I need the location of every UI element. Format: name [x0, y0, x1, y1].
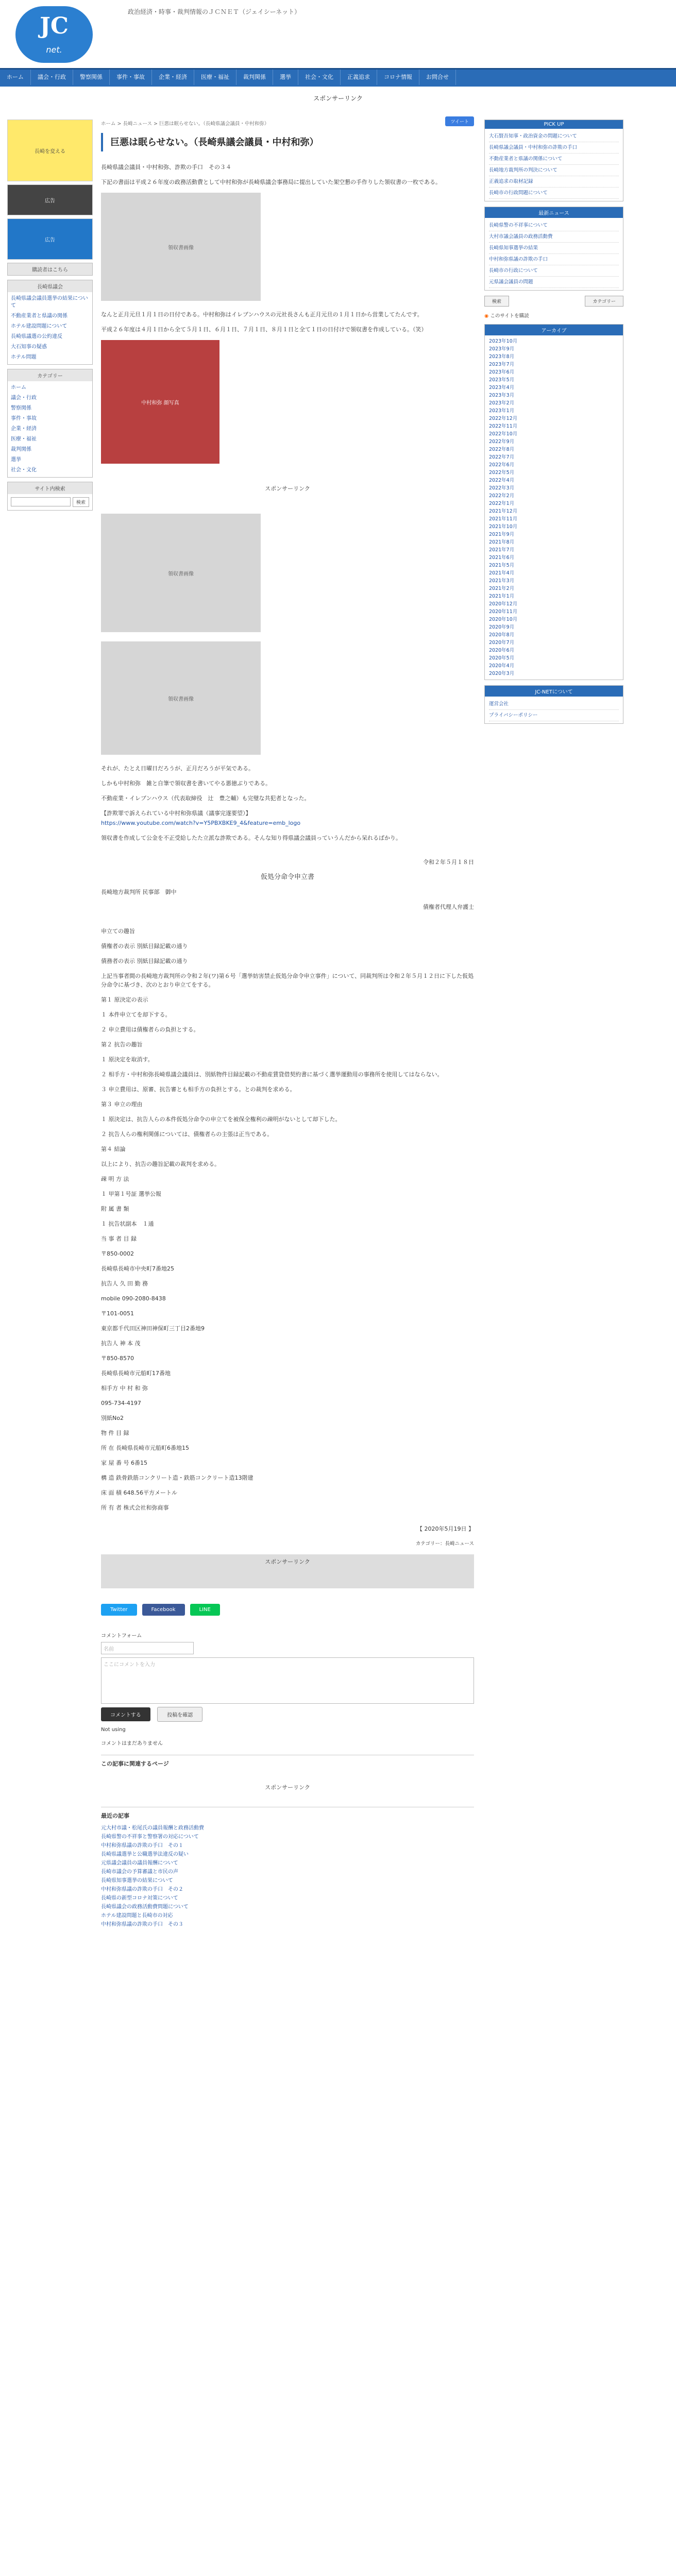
- doc-paragraph: ２ 申立費用は債権者らの負担とする。: [101, 1026, 199, 1033]
- share-button[interactable]: ツイート: [445, 116, 474, 126]
- doc-paragraph: 別紙No2: [101, 1415, 124, 1421]
- archive-link[interactable]: 2022年8月: [489, 447, 515, 452]
- doc-paragraph: 債権者の表示 別紙目録記載の通り: [101, 943, 188, 950]
- doc-heading: 仮処分命令申立書: [260, 873, 314, 881]
- entry-link[interactable]: 長崎県の新型コロナ対策について: [101, 1895, 178, 1901]
- archive-link[interactable]: 2023年2月: [489, 400, 515, 406]
- sidebar-link[interactable]: 社会・文化: [11, 467, 37, 473]
- entry-link[interactable]: 中村和弥県議の詐欺の手口 その３: [101, 1922, 183, 1927]
- doc-paragraph: 長崎県長崎市中央町7番地25: [101, 1265, 174, 1272]
- paragraph: それが、たとえ日曜日だろうが、正月だろうが平気である。: [101, 765, 254, 772]
- doc-paragraph: １ 抗告状副本 １通: [101, 1221, 154, 1227]
- news-link[interactable]: 長崎県知事選挙の結果: [489, 243, 619, 254]
- left-box-category: カテゴリー ホーム 議会・行政 警察関係 事件・事故 企業・経済 医療・福祉 裁判関係 選挙 社会・文化: [7, 369, 93, 478]
- doc-paragraph: 附 属 書 類: [101, 1206, 129, 1212]
- entry-link[interactable]: ホテル建設問題と長崎市の対応: [101, 1913, 173, 1919]
- archive-link[interactable]: 2023年10月: [489, 338, 518, 344]
- archive-link[interactable]: 2020年10月: [489, 617, 518, 622]
- receipt-image: 領収書画像: [101, 514, 261, 632]
- sidebar-link[interactable]: 警察関係: [11, 405, 31, 411]
- doc-paragraph: 申立ての趣旨: [101, 928, 135, 935]
- doc-paragraph: 第２ 抗告の趣旨: [101, 1041, 143, 1048]
- archive-link[interactable]: 2022年12月: [489, 416, 518, 421]
- archive-link[interactable]: 2021年2月: [489, 586, 515, 591]
- entry-link[interactable]: 長崎県議会の政務活動費問題について: [101, 1904, 189, 1910]
- archive-link[interactable]: 2020年3月: [489, 671, 515, 676]
- ad-banner[interactable]: 広告: [7, 218, 93, 260]
- archive-link[interactable]: 2023年6月: [489, 369, 515, 375]
- archive-link[interactable]: 2022年11月: [489, 423, 518, 429]
- doc-paragraph: 第４ 結論: [101, 1146, 126, 1153]
- search-button[interactable]: 検索: [484, 296, 509, 307]
- archive-link[interactable]: 2021年11月: [489, 516, 518, 522]
- archive-link[interactable]: 2020年4月: [489, 663, 515, 669]
- nav-item[interactable]: ホーム: [0, 70, 31, 85]
- archive-link[interactable]: 2020年12月: [489, 601, 518, 607]
- archive-link[interactable]: 2023年5月: [489, 377, 515, 383]
- search-input[interactable]: [11, 497, 71, 506]
- archive-link[interactable]: 2021年8月: [489, 539, 515, 545]
- sponsor-link-label: スポンサーリンク: [313, 95, 363, 102]
- nav-item[interactable]: コロナ情報: [377, 70, 419, 85]
- archive-link[interactable]: 2022年3月: [489, 485, 515, 491]
- rss-icon: ◉: [484, 313, 489, 319]
- search-button[interactable]: 検索: [73, 497, 89, 507]
- portrait-image: 中村和弥 顔写真: [101, 340, 219, 464]
- news-link[interactable]: 元県議会議員の問題: [489, 277, 619, 288]
- entry-link[interactable]: 元大村市議・松尾氏の議員報酬と政務活動費: [101, 1825, 204, 1831]
- doc-applicants: 債権者代理人弁護士: [423, 904, 474, 910]
- paragraph: 領収書を作成して公金を不正受給したた立派な詐欺である。そんな知り得県議会議員っていうんだから呆れるばかり。: [101, 835, 401, 841]
- archive-link[interactable]: 2021年5月: [489, 563, 515, 568]
- nav-item[interactable]: 警察関係: [73, 70, 110, 85]
- share-buttons: [101, 1604, 474, 1616]
- archive-link[interactable]: 2021年3月: [489, 578, 515, 584]
- sidebar-link[interactable]: 医療・福祉: [11, 436, 37, 442]
- archive-link[interactable]: 2023年8月: [489, 354, 515, 360]
- archive-link[interactable]: 2023年7月: [489, 362, 515, 367]
- entry-link[interactable]: 長崎県知事選挙の結果について: [101, 1878, 173, 1884]
- comment-note: コメントはまだありません: [101, 1741, 163, 1747]
- left-sidebar: [7, 120, 93, 515]
- entry-link[interactable]: 中村和弥県議の詐欺の手口 その１: [101, 1843, 183, 1849]
- news-link[interactable]: 中村和弥県議の詐欺の手口: [489, 254, 619, 265]
- related-section: この記事に関連するページ: [101, 1755, 474, 1768]
- sidebar-link[interactable]: ホーム: [11, 385, 26, 391]
- comment-textarea[interactable]: ここにコメントを入力: [101, 1657, 474, 1704]
- breadcrumb: ホーム > 長崎ニュース > 巨悪は眠らせない。（長崎県議会議員・中村和弥） ツイート: [101, 120, 474, 127]
- nav-item[interactable]: 事件・事故: [110, 70, 152, 85]
- archive-link[interactable]: 2021年4月: [489, 570, 515, 576]
- news-box: 最新ニュース 長崎県警の不祥事について 大村市議会議員の政務活動費 長崎県知事選挙の結果 中村和弥県議の詐欺の手口 長崎市の行政について 元県議会議員の問題: [484, 207, 623, 291]
- paragraph: 【詐欺罪で訴えられている中村和弥県議（議事完遂要望）】: [101, 810, 251, 817]
- doc-paragraph: １ 甲第１号証 選挙公報: [101, 1191, 161, 1197]
- archive-link[interactable]: 2022年5月: [489, 470, 515, 476]
- doc-paragraph: 第１ 原決定の表示: [101, 996, 148, 1003]
- sidebar-link[interactable]: 大石知事の疑惑: [11, 344, 47, 350]
- doc-paragraph: 構 造 鉄骨鉄筋コンクリート造・鉄筋コンクリート造13階建: [101, 1475, 254, 1481]
- doc-paragraph: 第３ 申立の理由: [101, 1101, 143, 1108]
- about-link[interactable]: 運営会社: [489, 699, 619, 710]
- doc-paragraph: 抗告人 神 本 茂: [101, 1340, 141, 1347]
- archive-box: アーカイブ 2023年10月 2023年9月 2023年8月 2023年7月 2023年6月 2023年5月 2023年4月 2023年3月 2023年2月 2023年1月 2022年12月 2022年11月 2022年10月 2022年9月 2022年8月 2022年7月 2022年6月 2022年5月 2022年4月 2022年3月 2022年2月 2022年1月 2021年12月 2021年11月 2021年10月 2021年9月 2021年8月 2021年7月 2021年6月 2021年5月 2021年4月 2021年3月 2021年2月 2021年1月 2020年12月 2020年11月 2020年10月 2020年9月 2020年8月 2020年7月 2020年6月 2020年5月 2020年4月 2020年3月: [484, 324, 623, 680]
- sidebar-link[interactable]: 事件・事故: [11, 416, 37, 421]
- archive-link[interactable]: 2023年3月: [489, 393, 515, 398]
- archive-link[interactable]: 2022年2月: [489, 493, 515, 499]
- preview-button[interactable]: 投稿を確認: [157, 1707, 202, 1722]
- entry-link[interactable]: 元県議会議員の議員報酬について: [101, 1860, 178, 1866]
- doc-paragraph: 東京都千代田区神田神保町三丁目2番地9: [101, 1325, 205, 1332]
- doc-paragraph: 〒850-8570: [101, 1355, 134, 1362]
- pickup-link[interactable]: 長崎市の行政問題について: [489, 188, 619, 199]
- sidebar-link[interactable]: ホテル問題: [11, 354, 37, 360]
- doc-paragraph: １ 原決定を取消す。: [101, 1056, 154, 1063]
- doc-paragraph: 095-734-4197: [101, 1400, 141, 1406]
- entry-link[interactable]: 長崎県議選挙と公職選挙法違反の疑い: [101, 1852, 189, 1857]
- ad-banner[interactable]: 広告: [7, 184, 93, 215]
- paragraph: なんと正月元旦１月１日の日付である。中村和弥はイレブンハウスの元社長さんも正月元旦の１月１日から営業してたんです。: [101, 311, 423, 318]
- archive-link[interactable]: 2020年11月: [489, 609, 518, 615]
- entry-link[interactable]: 長崎市議会の予算審議と市民の声: [101, 1869, 178, 1875]
- archive-link[interactable]: 2022年6月: [489, 462, 515, 468]
- category-button[interactable]: カテゴリー: [585, 296, 623, 307]
- post-date: 【 2020年5月19日 】: [417, 1526, 474, 1532]
- share-facebook-button[interactable]: Facebook: [142, 1604, 185, 1616]
- site-logo[interactable]: JC net.: [15, 6, 93, 63]
- doc-paragraph: 長崎県長崎市元船町17番地: [101, 1370, 171, 1377]
- sponsor-link-label: スポンサーリンク: [265, 485, 310, 492]
- pickup-box: PICK UP 大石賢吾知事・政治資金の問題について 長崎県議会議員・中村和弥の詐欺の手口 不動産業者と県議の関係について 長崎地方裁判所の判決について 正義追求の取材記録 長崎市の行政問題について: [484, 120, 623, 201]
- archive-link[interactable]: 2021年10月: [489, 524, 518, 530]
- nav-item[interactable]: 医療・福祉: [194, 70, 236, 85]
- nav-item[interactable]: 選挙: [273, 70, 298, 85]
- comment-form: コメントフォーム 名前 ここにコメントを入力 コメントする 投稿を確認 Not using コメントはまだありません: [101, 1631, 474, 1747]
- doc-paragraph: 物 件 目 録: [101, 1430, 129, 1436]
- doc-paragraph: 以上により、抗告の趣旨記載の裁判を求める。: [101, 1161, 220, 1167]
- sidebar-link[interactable]: 長崎県議会議員選挙の結果について: [11, 296, 88, 309]
- archive-link[interactable]: 2021年1月: [489, 594, 515, 599]
- site-header: [0, 0, 676, 68]
- doc-paragraph: 当 事 者 目 録: [101, 1235, 137, 1242]
- paragraph: 長崎県議会議員・中村和弥、詐欺の手口 その３４: [101, 164, 231, 171]
- sponsor-block: スポンサーリンク: [101, 1554, 474, 1588]
- sidebar-link[interactable]: ホテル建設問題について: [11, 324, 67, 329]
- nav-item[interactable]: 議会・行政: [31, 70, 73, 85]
- about-box: JC-NETについて 運営会社 プライバシーポリシー: [484, 685, 623, 724]
- sidebar-link[interactable]: 選挙: [11, 457, 21, 463]
- archive-link[interactable]: 2020年7月: [489, 640, 515, 646]
- doc-paragraph: 〒101-0051: [101, 1310, 134, 1317]
- news-link[interactable]: 長崎県警の不祥事について: [489, 220, 619, 231]
- doc-paragraph: 上記当事者間の長崎地方裁判所の令和２年(ワ)第６号「選挙妨害禁止仮処分命令申立事件」について、同裁判所は令和２年５月１２日に下した仮処分命令に基づき、次のとおり申立てをする。: [101, 973, 474, 988]
- doc-paragraph: 抗告人 久 田 勤 務: [101, 1280, 148, 1287]
- post-category: カテゴリー：長崎ニュース: [415, 1541, 474, 1547]
- share-line-button[interactable]: LINE: [190, 1604, 220, 1616]
- page-title: 巨悪は眠らせない。（長崎県議会議員・中村和弥）: [101, 133, 474, 151]
- paragraph: しかも中村和弥 雑と自筆で領収書を書いてやる悪徳ぶりである。: [101, 780, 271, 787]
- pickup-link[interactable]: 長崎県議会議員・中村和弥の詐欺の手口: [489, 142, 619, 154]
- subscribe-box: 購読者はこちら: [7, 263, 93, 276]
- paragraph: 平成２６年度は４月１日から全て５月１日、６月１日、７月１日、８月１日と全て１日の日付けで領収書を作成している。（笑）: [101, 326, 427, 333]
- left-box-council: 長崎県議会 長崎県議会議員選挙の結果について 不動産業者と県議の関係 ホテル建設問題について 長崎県議選の公約違反 大石知事の疑惑 ホテル問題: [7, 280, 93, 365]
- archive-link[interactable]: 2021年9月: [489, 532, 515, 537]
- doc-paragraph: １ 本件申立てを却下する。: [101, 1011, 171, 1018]
- archive-link[interactable]: 2020年8月: [489, 632, 515, 638]
- not-using-label: Not using: [101, 1727, 126, 1733]
- paragraph: 下記の書面は平成２６年度の政務活動費として中村和弥が長崎県議会事務局に提出していた架空懇の手作りした領収書の一枚である。: [101, 179, 441, 185]
- doc-paragraph: ２ 相手方・中村和弥長崎県議会議員は、別紙物件目録記載の不動産賃貸借契約書に基づく選挙運動用の事務所を使用してはならない。: [101, 1071, 443, 1078]
- archive-link[interactable]: 2020年9月: [489, 624, 515, 630]
- doc-paragraph: 〒850-0002: [101, 1250, 134, 1257]
- nav-item[interactable]: 社会・文化: [298, 70, 341, 85]
- nav-item[interactable]: 正義追求: [341, 70, 377, 85]
- pickup-link[interactable]: 長崎地方裁判所の判決について: [489, 165, 619, 176]
- doc-paragraph: １ 原決定は、抗告人らの本件仮処分命令の申立てを被保全権利の疎明がないとして却下した。: [101, 1116, 341, 1123]
- nav-item[interactable]: お問合せ: [419, 70, 456, 85]
- archive-link[interactable]: 2023年4月: [489, 385, 515, 391]
- news-link[interactable]: 大村市議会議員の政務活動費: [489, 231, 619, 243]
- sidebar-link[interactable]: 企業・経済: [11, 426, 37, 432]
- nav-item[interactable]: 裁判関係: [236, 70, 273, 85]
- about-link[interactable]: プライバシーポリシー: [489, 710, 619, 721]
- archive-link[interactable]: 2021年7月: [489, 547, 515, 553]
- rss-link[interactable]: ◉ このサイトを購読: [484, 313, 529, 319]
- sponsor-link-label: スポンサーリンク: [265, 1784, 310, 1791]
- sidebar-link[interactable]: 不動産業者と県議の関係: [11, 313, 67, 319]
- share-twitter-button[interactable]: Twitter: [101, 1604, 137, 1616]
- post-comment-button[interactable]: コメントする: [101, 1707, 150, 1721]
- archive-link[interactable]: 2022年10月: [489, 431, 518, 437]
- ad-banner[interactable]: 長崎を変える: [7, 120, 93, 181]
- archive-link[interactable]: 2022年7月: [489, 454, 515, 460]
- archive-link[interactable]: 2023年1月: [489, 408, 515, 414]
- doc-paragraph: 所 有 者 株式会社和弥商事: [101, 1504, 169, 1511]
- sidebar-link[interactable]: 議会・行政: [11, 395, 37, 401]
- main-content: [101, 120, 474, 1929]
- pickup-link[interactable]: 不動産業者と県議の関係について: [489, 154, 619, 165]
- main-nav: [0, 68, 676, 87]
- doc-paragraph: 所 在 長崎県長崎市元船町6番地15: [101, 1445, 189, 1451]
- doc-paragraph: mobile 090-2080-8438: [101, 1295, 166, 1302]
- archive-link[interactable]: 2020年6月: [489, 648, 515, 653]
- doc-court: 長崎地方裁判所 民事部 御中: [101, 889, 177, 895]
- name-input[interactable]: 名前: [101, 1642, 194, 1654]
- sidebar-link[interactable]: 裁判関係: [11, 447, 31, 452]
- pickup-link[interactable]: 大石賢吾知事・政治資金の問題について: [489, 131, 619, 142]
- doc-paragraph: 疎 明 方 法: [101, 1176, 129, 1182]
- archive-link[interactable]: 2022年9月: [489, 439, 515, 445]
- doc-paragraph: 床 面 積 648.56平方メートル: [101, 1489, 177, 1496]
- archive-link[interactable]: 2021年12月: [489, 509, 518, 514]
- doc-paragraph: ２ 抗告人らの権利関係については、債権者らの主張は正当である。: [101, 1131, 273, 1138]
- archive-link[interactable]: 2020年5月: [489, 655, 515, 661]
- site-tagline: 政治経済・時事・裁判情報のＪＣＮＥＴ（ジェイシーネット）: [128, 8, 301, 15]
- receipt-image: 領収書画像: [101, 641, 261, 755]
- doc-paragraph: ３ 申立費用は、原審、抗告審とも相手方の負担とする。との裁判を求める。: [101, 1086, 296, 1093]
- right-sidebar: [484, 120, 623, 729]
- entries-section: 最近の記事 元大村市議・松尾氏の議員報酬と政務活動費 長崎県警の不祥事と警察署の対応について 中村和弥県議の詐欺の手口 その１ 長崎県議選挙と公職選挙法違反の疑い 元県議会議員の議員報酬について 長崎市議会の予算審議と市民の声 長崎県知事選挙の結果について 中村和弥県議の詐欺の手口 その２ 長崎県の新型コロナ対策について 長崎県議会の政務活動費問題について ホテル建設問題と長崎市の対応 中村和弥県議の詐欺の手口 その３: [101, 1807, 474, 1929]
- entry-link[interactable]: 中村和弥県議の詐欺の手口 その２: [101, 1887, 183, 1892]
- paragraph: 不動産業・イレブンハウス（代表取締役 辻 豊之輔）も完璧な共犯者となった。: [101, 795, 310, 802]
- doc-paragraph: 相手方 中 村 和 弥: [101, 1385, 148, 1392]
- doc-date: 令和２年５月１８日: [423, 859, 474, 866]
- doc-paragraph: 家 屋 番 号 6番15: [101, 1460, 147, 1466]
- receipt-image: 領収書画像: [101, 193, 261, 301]
- archive-link[interactable]: 2023年9月: [489, 346, 515, 352]
- youtube-link[interactable]: https://www.youtube.com/watch?v=Y5PBXBKE9_4&feature=emb_logo: [101, 820, 301, 826]
- site-search: サイト内検索 検索: [7, 482, 93, 511]
- pickup-link[interactable]: 正義追求の取材記録: [489, 176, 619, 188]
- nav-item[interactable]: 企業・経済: [152, 70, 194, 85]
- news-link[interactable]: 長崎市の行政について: [489, 265, 619, 277]
- archive-link[interactable]: 2022年1月: [489, 501, 515, 506]
- archive-link[interactable]: 2022年4月: [489, 478, 515, 483]
- doc-paragraph: 債務者の表示 別紙目録記載の通り: [101, 958, 188, 964]
- sidebar-link[interactable]: 長崎県議選の公約違反: [11, 334, 62, 340]
- archive-link[interactable]: 2021年6月: [489, 555, 515, 561]
- entry-link[interactable]: 長崎県警の不祥事と警察署の対応について: [101, 1834, 199, 1840]
